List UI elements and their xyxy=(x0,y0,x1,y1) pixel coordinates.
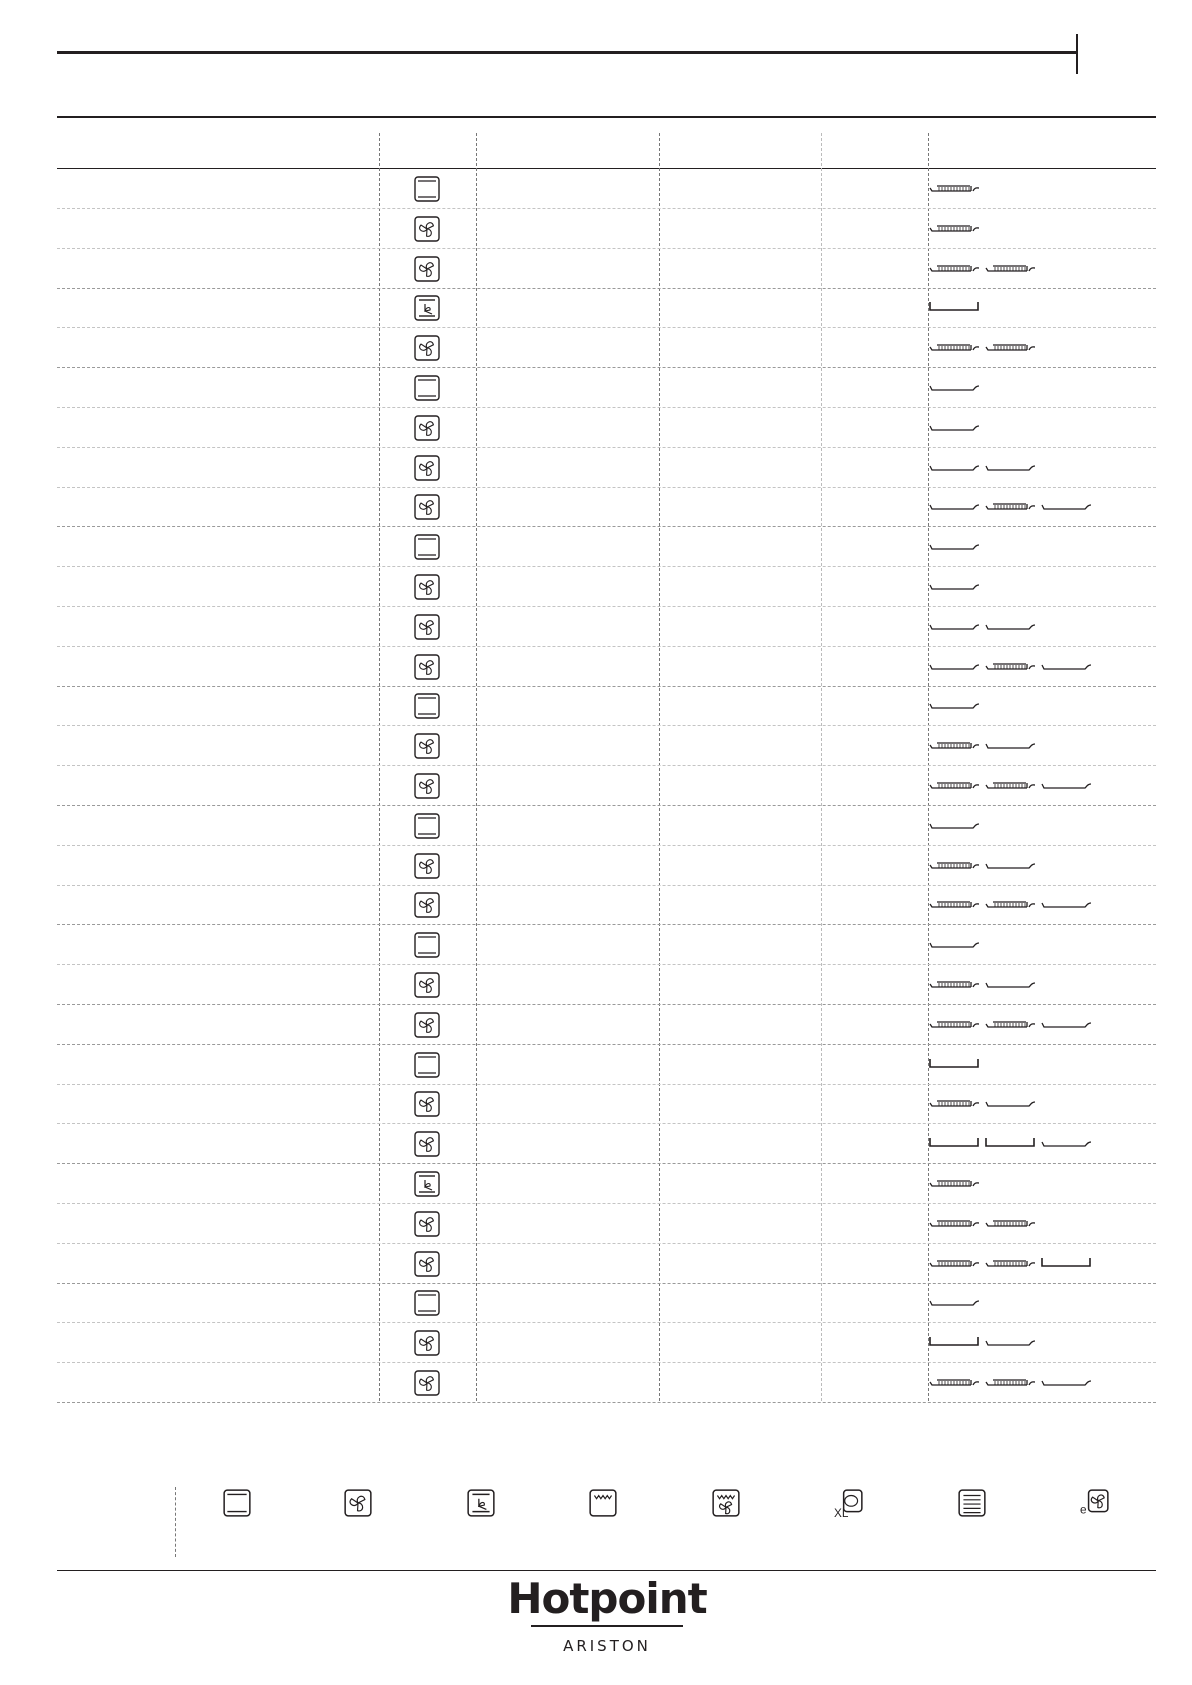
shelf-accessories xyxy=(929,973,1041,1003)
shelf-accessories xyxy=(929,217,985,247)
row-divider xyxy=(57,1402,1156,1403)
wire-rack-icon xyxy=(986,783,1035,788)
wire-rack-icon xyxy=(930,1181,979,1186)
shelf-accessories xyxy=(929,177,985,207)
convection-fan-icon xyxy=(413,1210,441,1238)
shelf-accessories xyxy=(929,1331,1041,1361)
convection-fan-icon xyxy=(413,414,441,442)
drip-pan-icon xyxy=(930,1059,978,1067)
baking-tray-icon xyxy=(930,505,979,509)
baking-tray-icon xyxy=(930,625,979,629)
conventional-icon xyxy=(413,533,441,561)
wire-rack-icon xyxy=(986,1380,1035,1385)
shelf-accessories xyxy=(929,814,985,844)
shelf-accessories xyxy=(929,257,1041,287)
table-row xyxy=(57,1084,1156,1124)
shelf-accessories xyxy=(929,1212,1041,1242)
convection-fan-icon xyxy=(413,971,441,999)
baking-tray-icon xyxy=(986,1341,1035,1345)
table-row xyxy=(57,885,1156,925)
wire-rack-icon xyxy=(930,1380,979,1385)
shelf-accessories xyxy=(929,1132,1097,1162)
table-row xyxy=(57,1164,1156,1204)
wire-rack-icon xyxy=(930,1261,979,1266)
baking-tray-icon xyxy=(930,386,979,390)
table-row xyxy=(57,925,1156,965)
table-row xyxy=(57,726,1156,766)
convection-fan-icon xyxy=(413,1130,441,1158)
baking-tray-icon xyxy=(986,1102,1035,1106)
wire-rack-icon xyxy=(930,1022,979,1027)
wire-rack-icon xyxy=(986,664,1035,669)
table-row xyxy=(57,209,1156,249)
baking-tray-icon xyxy=(986,864,1035,868)
shelf-accessories xyxy=(929,694,985,724)
convection-fan-icon xyxy=(413,1329,441,1357)
drip-pan-icon xyxy=(930,302,978,310)
shelf-accessories xyxy=(929,376,985,406)
shelf-accessories xyxy=(929,495,1097,525)
convection-fan-icon xyxy=(413,732,441,760)
table-row xyxy=(57,328,1156,368)
table-row xyxy=(57,806,1156,846)
table-row xyxy=(57,249,1156,289)
wire-rack-icon xyxy=(930,1101,979,1106)
table-row xyxy=(57,288,1156,328)
shelf-accessories xyxy=(929,854,1041,884)
convection-fan-icon xyxy=(413,334,441,362)
table-row xyxy=(57,448,1156,488)
table-row xyxy=(57,527,1156,567)
shelf-accessories xyxy=(929,1013,1097,1043)
conventional-icon xyxy=(413,692,441,720)
shelf-accessories xyxy=(929,774,1097,804)
legend-eco-fan-icon xyxy=(1080,1488,1110,1518)
brand-logo xyxy=(500,1575,714,1655)
convection-fan-icon xyxy=(413,1011,441,1039)
shelf-accessories xyxy=(929,933,985,963)
conventional-icon xyxy=(413,374,441,402)
shelf-accessories xyxy=(929,1172,985,1202)
convection-fan-icon xyxy=(413,454,441,482)
shelf-accessories xyxy=(929,893,1097,923)
legend-divider xyxy=(175,1487,176,1557)
wire-rack-icon xyxy=(986,266,1035,271)
convection-fan-icon xyxy=(413,215,441,243)
top-tick xyxy=(1076,34,1078,74)
drip-pan-icon xyxy=(930,1138,978,1146)
baking-tray-icon xyxy=(1042,665,1091,669)
grill-fan-icon xyxy=(413,294,441,322)
table-row xyxy=(57,1283,1156,1323)
table-row xyxy=(57,965,1156,1005)
shelf-accessories xyxy=(929,336,1041,366)
wire-rack-icon xyxy=(930,743,979,748)
wire-rack-icon xyxy=(986,1261,1035,1266)
legend-grill-fan-icon xyxy=(466,1488,496,1518)
brand-subname: ARISTON xyxy=(563,1637,651,1655)
brand-underline xyxy=(531,1625,683,1627)
svg-text:e: e xyxy=(1080,1503,1087,1517)
wire-rack-icon xyxy=(930,266,979,271)
table-row xyxy=(57,846,1156,886)
wire-rack-icon xyxy=(930,982,979,987)
wire-rack-icon xyxy=(930,783,979,788)
shelf-accessories xyxy=(929,535,985,565)
table-row xyxy=(57,1204,1156,1244)
table-row xyxy=(57,567,1156,607)
conventional-icon xyxy=(413,175,441,203)
baking-tray-icon xyxy=(930,665,979,669)
table-row xyxy=(57,607,1156,647)
wire-rack-icon xyxy=(930,902,979,907)
wire-rack-icon xyxy=(930,1221,979,1226)
baking-tray-icon xyxy=(986,983,1035,987)
convection-fan-icon xyxy=(413,1090,441,1118)
convection-fan-icon xyxy=(413,653,441,681)
baking-tray-icon xyxy=(1042,784,1091,788)
table-row xyxy=(57,647,1156,687)
legend-xl-bread-icon xyxy=(834,1488,864,1518)
table-row xyxy=(57,1005,1156,1045)
svg-text:XL: XL xyxy=(834,1506,849,1518)
convection-fan-icon xyxy=(413,891,441,919)
baking-tray-icon xyxy=(986,466,1035,470)
wire-rack-icon xyxy=(986,504,1035,509)
baking-tray-icon xyxy=(930,545,979,549)
convection-fan-icon xyxy=(413,613,441,641)
table-row xyxy=(57,686,1156,726)
convection-fan-icon xyxy=(413,852,441,880)
top-rule xyxy=(57,51,1076,54)
wire-rack-icon xyxy=(986,345,1035,350)
wire-rack-icon xyxy=(986,902,1035,907)
baking-tray-icon xyxy=(930,943,979,947)
table-row xyxy=(57,487,1156,527)
conventional-icon xyxy=(413,931,441,959)
wire-rack-icon xyxy=(986,1221,1035,1226)
legend-multi-level-icon xyxy=(957,1488,987,1518)
baking-tray-icon xyxy=(986,744,1035,748)
shelf-accessories xyxy=(929,734,1041,764)
shelf-accessories xyxy=(929,296,985,326)
legend-grill-icon xyxy=(588,1488,618,1518)
conventional-icon xyxy=(413,1289,441,1317)
baking-tray-icon xyxy=(1042,1142,1091,1146)
baking-tray-icon xyxy=(930,704,979,708)
baking-tray-icon xyxy=(1042,903,1091,907)
brand-name: Hotpoint xyxy=(507,1574,707,1623)
drip-pan-icon xyxy=(1042,1258,1090,1266)
legend-convection-fan-icon xyxy=(343,1488,373,1518)
conventional-icon xyxy=(413,812,441,840)
baking-tray-icon xyxy=(986,625,1035,629)
table-row xyxy=(57,169,1156,209)
baking-tray-icon xyxy=(1042,1381,1091,1385)
shelf-accessories xyxy=(929,1053,985,1083)
convection-fan-icon xyxy=(413,1250,441,1278)
table-row xyxy=(57,766,1156,806)
shelf-accessories xyxy=(929,1291,985,1321)
baking-tray-icon xyxy=(930,466,979,470)
footer-rule xyxy=(57,1570,1156,1571)
convection-fan-icon xyxy=(413,255,441,283)
wire-rack-icon xyxy=(930,226,979,231)
table-row xyxy=(57,1045,1156,1085)
wire-rack-icon xyxy=(986,1022,1035,1027)
drip-pan-icon xyxy=(986,1138,1034,1146)
shelf-accessories xyxy=(929,1252,1097,1282)
convection-fan-icon xyxy=(413,772,441,800)
table-row xyxy=(57,1323,1156,1363)
drip-pan-icon xyxy=(930,1337,978,1345)
baking-tray-icon xyxy=(930,824,979,828)
table-row xyxy=(57,368,1156,408)
conventional-icon xyxy=(413,1051,441,1079)
table-row xyxy=(57,1363,1156,1403)
convection-fan-icon xyxy=(413,1369,441,1397)
grill-fan-icon xyxy=(413,1170,441,1198)
legend-conventional-icon xyxy=(222,1488,252,1518)
legend-turbo-grill-icon xyxy=(711,1488,741,1518)
baking-tray-icon xyxy=(930,585,979,589)
shelf-accessories xyxy=(929,1371,1097,1401)
shelf-accessories xyxy=(929,416,985,446)
baking-tray-icon xyxy=(930,1301,979,1305)
convection-fan-icon xyxy=(413,493,441,521)
shelf-accessories xyxy=(929,655,1097,685)
wire-rack-icon xyxy=(930,863,979,868)
table-top-rule xyxy=(57,116,1156,118)
shelf-accessories xyxy=(929,615,1041,645)
baking-tray-icon xyxy=(1042,1023,1091,1027)
shelf-accessories xyxy=(929,575,985,605)
wire-rack-icon xyxy=(930,345,979,350)
table-row xyxy=(57,1244,1156,1284)
baking-tray-icon xyxy=(1042,505,1091,509)
shelf-accessories xyxy=(929,1092,1041,1122)
table-row xyxy=(57,408,1156,448)
table-row xyxy=(57,1124,1156,1164)
baking-tray-icon xyxy=(930,426,979,430)
shelf-accessories xyxy=(929,456,1041,486)
convection-fan-icon xyxy=(413,573,441,601)
wire-rack-icon xyxy=(930,186,979,191)
